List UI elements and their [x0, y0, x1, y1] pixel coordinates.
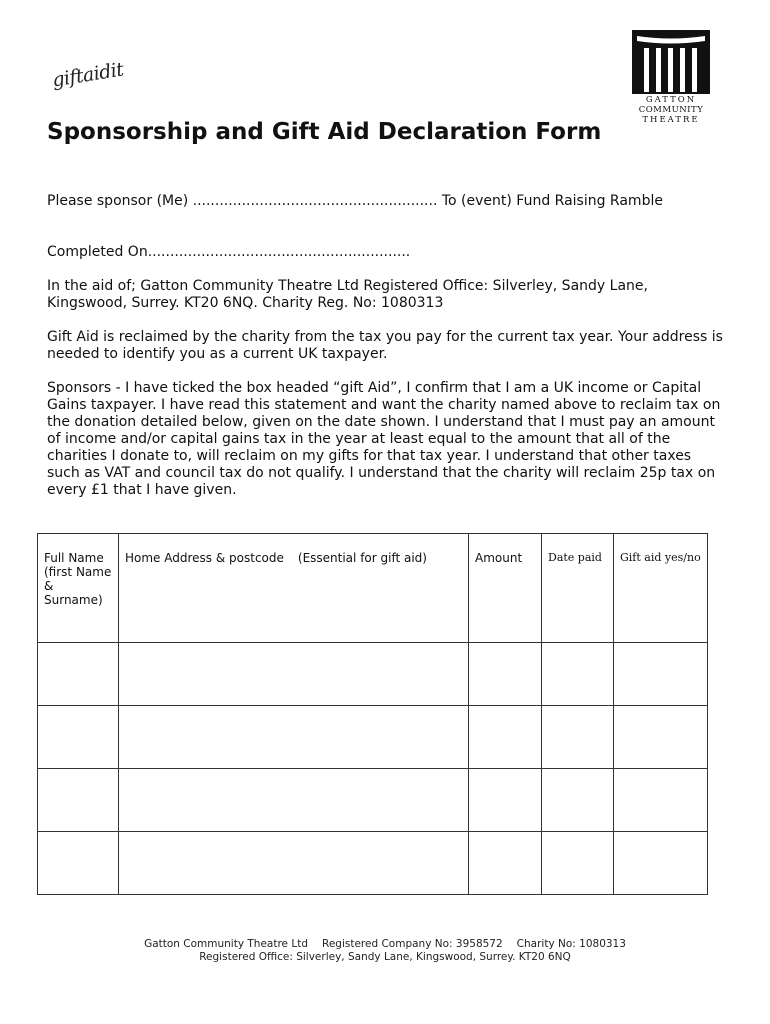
- name-cell[interactable]: [38, 643, 119, 706]
- gatton-theatre-logo: [628, 28, 714, 128]
- sponsor-line: Please sponsor (Me) ....................................................... To (event) Fund Raising Ramble: [47, 193, 663, 209]
- date-paid-cell[interactable]: [542, 769, 614, 832]
- gift-aid-header: Gift aid yes/no: [614, 534, 708, 643]
- gift-aid-cell[interactable]: [614, 832, 708, 895]
- full-name-header: Full Name (first Name & Surname): [38, 534, 119, 643]
- theatre-columns-icon: [628, 28, 714, 94]
- name-cell[interactable]: [38, 769, 119, 832]
- name-cell[interactable]: [38, 832, 119, 895]
- gift-aid-cell[interactable]: [614, 769, 708, 832]
- name-cell[interactable]: [38, 706, 119, 769]
- amount-cell[interactable]: [469, 769, 542, 832]
- address-header: [119, 534, 469, 643]
- footer-office: Registered Office: Silverley, Sandy Lane, Kingswood, Surrey. KT20 6NQ: [199, 951, 571, 963]
- amount-cell[interactable]: [469, 706, 542, 769]
- gift-aid-info-paragraph: Gift Aid is reclaimed by the charity from the tax you pay for the current tax year. Your address is needed to identify you as a current UK taxpayer.: [47, 329, 723, 362]
- table-row: [38, 832, 708, 895]
- footer-line-1: [0, 938, 770, 951]
- theatre-name: [628, 95, 714, 125]
- date-paid-cell[interactable]: [542, 832, 614, 895]
- declaration-paragraph: Sponsors - I have ticked the box headed “gift Aid”, I confirm that I am a UK income or Capital Gains taxpayer. I have read this statement and want the charity named above to reclaim tax on the donation detailed below, given on the date shown. I understand that I must pay an amount of income and/or capital gains tax in the year at least equal to the amount that all of the charities I donate to, will reclaim on my gifts for that tax year. I understand that other taxes such as VAT and council tax do not qualify. I understand that the charity will reclaim 25p tax on every £1 that I have given.: [47, 380, 721, 498]
- gift-aid-cell[interactable]: [614, 706, 708, 769]
- table-header-row: [38, 534, 708, 643]
- amount-cell[interactable]: [469, 832, 542, 895]
- table-row: [38, 769, 708, 832]
- completed-on-line: Completed On...........................................................: [47, 244, 411, 260]
- address-cell[interactable]: [119, 769, 469, 832]
- table-row: [38, 706, 708, 769]
- gift-aid-cell[interactable]: [614, 643, 708, 706]
- address-header-note: (Essential for gift aid): [297, 551, 427, 565]
- amount-cell[interactable]: [469, 643, 542, 706]
- address-cell[interactable]: [119, 643, 469, 706]
- gift-aid-logo: giftaidit: [50, 58, 125, 92]
- address-cell[interactable]: [119, 706, 469, 769]
- date-paid-cell[interactable]: [542, 706, 614, 769]
- theatre-name-line-2: COMMUNITY: [638, 105, 704, 115]
- page-footer: [0, 938, 770, 964]
- sponsor-table: [37, 533, 708, 895]
- footer-registered-company: Registered Company No: 3958572: [322, 938, 503, 950]
- footer-company: Gatton Community Theatre Ltd: [144, 938, 308, 950]
- table-row: [38, 643, 708, 706]
- address-cell[interactable]: [119, 832, 469, 895]
- page-title: Sponsorship and Gift Aid Declaration Form: [47, 119, 602, 145]
- theatre-name-line-1: GATTON: [645, 95, 697, 105]
- in-aid-of-paragraph: In the aid of; Gatton Community Theatre Ltd Registered Office: Silverley, Sandy Lane, Kingswood, Surrey. KT20 6NQ. Charity Reg. No: 1080313: [47, 278, 648, 311]
- amount-header: Amount: [469, 534, 542, 643]
- footer-charity-no: Charity No: 1080313: [516, 938, 626, 950]
- address-header-label: Home Address & postcode: [125, 551, 284, 565]
- date-paid-cell[interactable]: [542, 643, 614, 706]
- date-paid-header: Date paid: [542, 534, 614, 643]
- theatre-name-line-3: THEATRE: [642, 115, 700, 125]
